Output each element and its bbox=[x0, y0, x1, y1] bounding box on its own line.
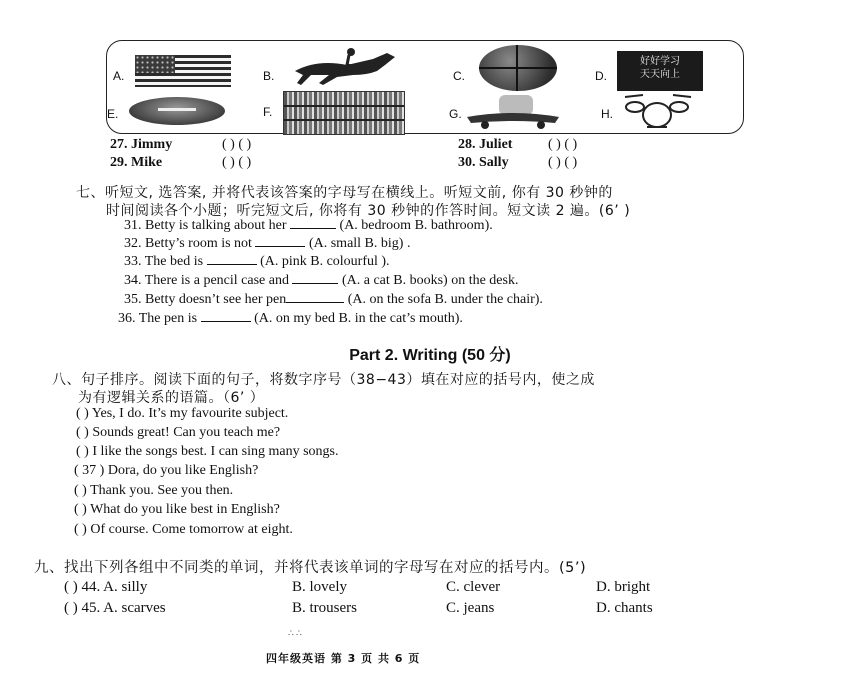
name-jimmy: 27. Jimmy bbox=[110, 137, 173, 152]
basketball-icon bbox=[479, 45, 557, 91]
word-45-b: B. trousers bbox=[292, 600, 357, 616]
section8-heading-line1: 八、句子排序。阅读下面的句子，将数字序号（38−43）填在对应的括号内，使之成 bbox=[52, 372, 595, 388]
blackboard-icon bbox=[617, 51, 703, 91]
section9-heading: 九、找出下列各组中不同类的单词，并将代表该单词的字母写在对应的括号内。(5’) bbox=[34, 560, 587, 576]
answer-blank-33 bbox=[207, 264, 257, 265]
name-juliet: 28. Juliet bbox=[458, 137, 513, 152]
ordering-item: ( ) Thank you. See you then. bbox=[74, 483, 234, 498]
answer-blank-34 bbox=[292, 283, 338, 284]
picture-label-d: D. bbox=[595, 69, 607, 83]
word-row-44: ( ) 44. A. silly bbox=[64, 579, 148, 595]
name-mike: 29. Mike bbox=[110, 155, 163, 170]
skateboard-icon bbox=[463, 93, 563, 131]
picture-label-c: C. bbox=[453, 69, 465, 83]
drum-set-icon bbox=[617, 93, 697, 129]
answer-parens-mike: ( ) ( ) bbox=[222, 155, 252, 170]
question-34: 34. There is a pencil case and (A. a cat B. books) on the desk. bbox=[124, 273, 519, 288]
page-footer: 四年级英语 第 3 页 共 6 页 bbox=[266, 652, 421, 665]
section7-heading-line1: 七、听短文, 选答案, 并将代表该答案的字母写在横线上。听短文前, 你有 30 秒钟的 bbox=[76, 185, 613, 201]
answer-parens-juliet: ( ) ( ) bbox=[548, 137, 578, 152]
board-text-line1: 好好学习 bbox=[640, 56, 680, 67]
word-45-c: C. jeans bbox=[446, 600, 495, 616]
picture-label-f: F. bbox=[263, 105, 273, 119]
answer-parens-jimmy: ( ) ( ) bbox=[222, 137, 252, 152]
section7-heading-line2: 时间阅读各个小题；听完短文后, 你将有 30 秒钟的作答时间。短文读 2 遍。(6’ ) bbox=[106, 203, 631, 219]
board-text-line2: 天天向上 bbox=[640, 69, 680, 80]
picture-label-b: B. bbox=[263, 69, 275, 83]
question-35: 35. Betty doesn’t see her pen (A. on the sofa B. under the chair). bbox=[124, 292, 543, 307]
bookshelves-icon bbox=[283, 91, 405, 135]
name-sally: 30. Sally bbox=[458, 155, 509, 170]
question-36: 36. The pen is (A. on my bed B. in the cat’s mouth). bbox=[118, 311, 463, 326]
question-31: 31. Betty is talking about her (A. bedroom B. bathroom). bbox=[124, 218, 493, 233]
ordering-item: ( ) I like the songs best. I can sing many songs. bbox=[76, 444, 339, 459]
ordering-item: ( ) Of course. Come tomorrow at eight. bbox=[74, 522, 293, 537]
american-football-icon bbox=[129, 97, 225, 125]
picture-label-e: E. bbox=[107, 107, 119, 121]
answer-blank-35 bbox=[286, 302, 344, 303]
answer-blank-36 bbox=[201, 321, 251, 322]
word-44-d: D. bright bbox=[596, 579, 651, 595]
footer-mark: ∴ ∴ bbox=[288, 628, 302, 638]
ordering-item: ( ) Yes, I do. It’s my favourite subject. bbox=[76, 406, 289, 421]
word-44-b: B. lovely bbox=[292, 579, 347, 595]
american-flag-icon bbox=[135, 55, 231, 87]
picture-label-g: G. bbox=[449, 107, 462, 121]
answer-parens-sally: ( ) ( ) bbox=[548, 155, 578, 170]
part2-title: Part 2. Writing (50 分) bbox=[349, 347, 511, 364]
ordering-item: ( ) What do you like best in English? bbox=[74, 502, 280, 517]
ordering-item: ( 37 ) Dora, do you like English? bbox=[74, 463, 259, 478]
answer-blank-31 bbox=[290, 228, 336, 229]
word-44-c: C. clever bbox=[446, 579, 501, 595]
question-33: 33. The bed is (A. pink B. colourful ). bbox=[124, 254, 390, 269]
picture-label-a: A. bbox=[113, 69, 125, 83]
question-32: 32. Betty’s room is not (A. small B. big) . bbox=[124, 236, 411, 251]
section8-heading-line2: 为有逻辑关系的语篇。（6’ ） bbox=[78, 390, 265, 406]
word-45-d: D. chants bbox=[596, 600, 653, 616]
picture-label-h: H. bbox=[601, 107, 613, 121]
horse-rider-icon bbox=[277, 45, 417, 89]
answer-blank-32 bbox=[255, 246, 305, 247]
ordering-item: ( ) Sounds great! Can you teach me? bbox=[76, 425, 281, 440]
picture-box bbox=[106, 40, 744, 134]
word-row-45: ( ) 45. A. scarves bbox=[64, 600, 166, 616]
